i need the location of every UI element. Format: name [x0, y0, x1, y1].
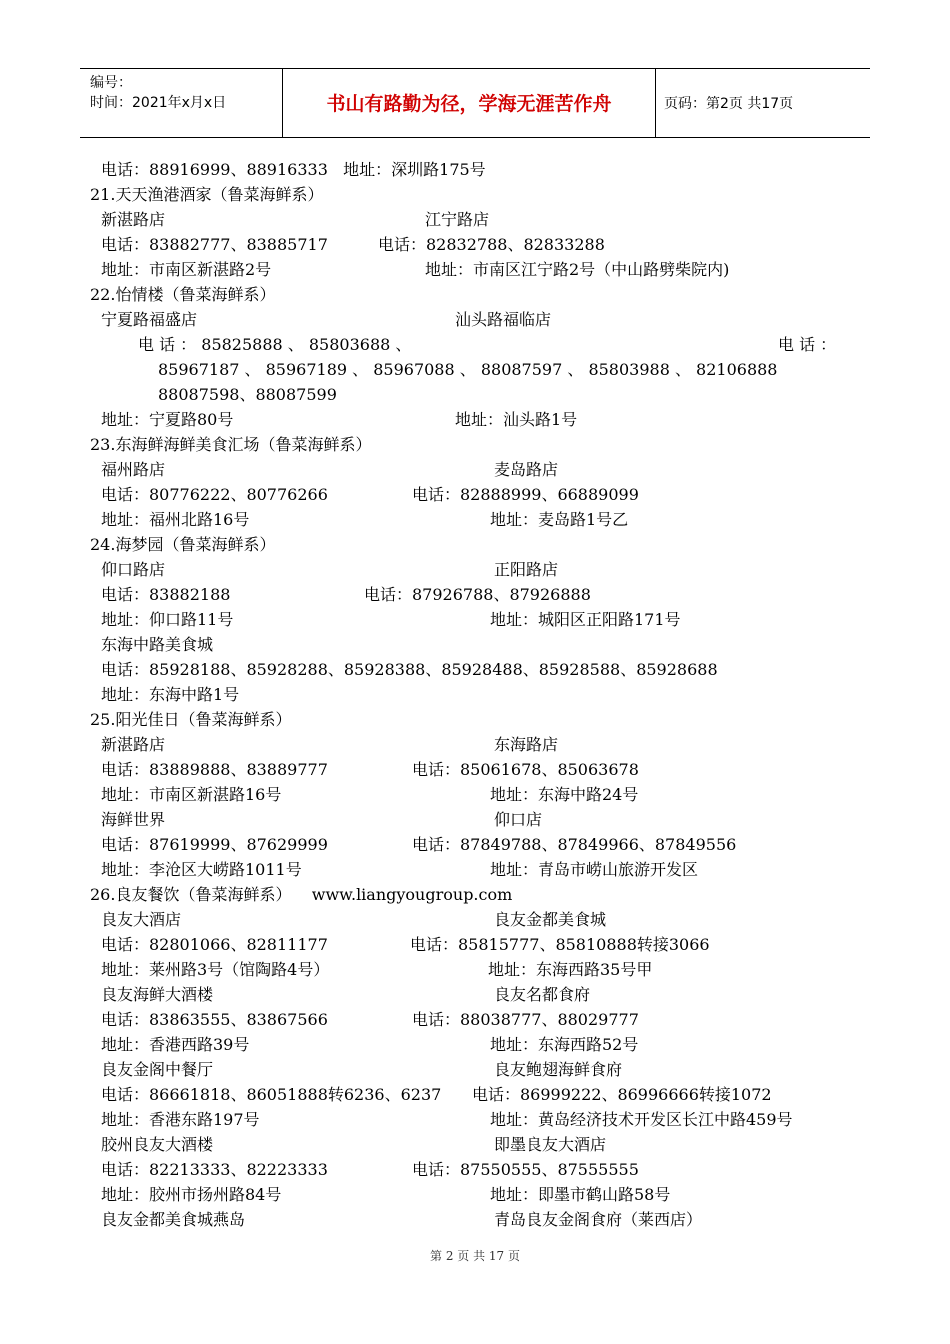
text-line: 22.怡情楼（鲁菜海鲜系）: [90, 285, 276, 304]
text-line: 福州路店: [101, 460, 166, 479]
text-line: 电话：86999222、86996666转接1072: [472, 1085, 772, 1104]
text-line: 海鲜世界: [101, 810, 166, 829]
text-line: 良友金阁中餐厅: [101, 1060, 214, 1079]
text-line: 江宁路店: [425, 210, 490, 229]
text-line: 25.阳光佳日（鲁菜海鲜系）: [90, 710, 292, 729]
text-line: 地址：香港西路39号: [101, 1035, 250, 1054]
text-line: 良友金都美食城: [494, 910, 607, 929]
text-line: 良友名都食府: [494, 985, 591, 1004]
text-line: 电 话 ： 85825888 、 85803688 、: [138, 335, 412, 354]
text-line: 汕头路福临店: [455, 310, 552, 329]
text-line: 电话：82832788、82833288: [378, 235, 605, 254]
text-line: 电话：87926788、87926888: [364, 585, 591, 604]
text-line: 电话：80776222、80776266: [101, 485, 328, 504]
text-line: 宁夏路福盛店: [101, 310, 198, 329]
text-line: 地址：福州北路16号: [101, 510, 250, 529]
text-line: 地址：青岛市崂山旅游开发区: [490, 860, 699, 879]
header-divider: [655, 69, 656, 137]
text-line: 地址：香港东路197号: [101, 1110, 260, 1129]
text-line: 地址：即墨市鹤山路58号: [490, 1185, 671, 1204]
text-line: 良友海鲜大酒楼: [101, 985, 214, 1004]
text-line: 正阳路店: [494, 560, 559, 579]
text-line: 地址：东海西路52号: [490, 1035, 639, 1054]
text-line: 电话：82801066、82811177: [101, 935, 328, 954]
text-line: 地址：麦岛路1号乙: [490, 510, 629, 529]
text-line: 电话：83889888、83889777: [101, 760, 328, 779]
text-line: 地址：东海西路35号甲: [488, 960, 653, 979]
text-line: 电话：83882188: [101, 585, 231, 604]
text-line: 地址：城阳区正阳路171号: [490, 610, 681, 629]
text-line: 24.海梦园（鲁菜海鲜系）: [90, 535, 276, 554]
serial-label: 编号：: [90, 75, 132, 91]
header-motto: 书山有路勤为径，学海无涯苦作舟: [326, 93, 612, 115]
page-indicator: 页码：第2页 共17页: [664, 96, 794, 112]
text-line: 仰口店: [494, 810, 543, 829]
text-line: 麦岛路店: [494, 460, 559, 479]
text-line: 地址：市南区新湛路16号: [101, 785, 282, 804]
text-line: 电话：87619999、87629999: [101, 835, 328, 854]
text-line: 电话：88916999、88916333 地址：深圳路175号: [101, 160, 486, 179]
text-line: 电话：85815777、85810888转接3066: [410, 935, 710, 954]
text-line: 地址：仰口路11号: [101, 610, 234, 629]
date-label: 时间：2021年x月x日: [90, 95, 227, 111]
text-line: 电话：87550555、87555555: [412, 1160, 639, 1179]
text-line: 地址：市南区江宁路2号（中山路劈柴院内): [425, 260, 730, 279]
text-line: 胶州良友大酒楼: [101, 1135, 214, 1154]
text-line: 电话：88038777、88029777: [412, 1010, 639, 1029]
text-line: 即墨良友大酒店: [494, 1135, 607, 1154]
text-line: 仰口路店: [101, 560, 166, 579]
text-line: 电话：82888999、66889099: [412, 485, 639, 504]
text-line: 地址：宁夏路80号: [101, 410, 234, 429]
text-line: 青岛良友金阁食府（莱西店）: [494, 1210, 703, 1229]
text-line: 东海路店: [494, 735, 559, 754]
text-line: 新湛路店: [101, 735, 166, 754]
text-line: 电话：83863555、83867566: [101, 1010, 328, 1029]
text-line: 电话：86661818、86051888转6236、6237: [101, 1085, 442, 1104]
text-line: 地址：市南区新湛路2号: [101, 260, 272, 279]
text-line: 地址：李沧区大崂路1011号: [101, 860, 302, 879]
text-line: 地址：胶州市扬州路84号: [101, 1185, 282, 1204]
text-line: 地址：东海中路1号: [101, 685, 240, 704]
text-line: 新湛路店: [101, 210, 166, 229]
text-line: 电 话 ：: [778, 335, 837, 354]
text-line: 电话：83882777、83885717: [101, 235, 328, 254]
text-line: 地址：莱州路3号（馆陶路4号）: [101, 960, 330, 979]
text-line: 21.天天渔港酒家（鲁菜海鲜系）: [90, 185, 324, 204]
header-meta: [90, 73, 226, 113]
text-line: 良友鲍翅海鲜食府: [494, 1060, 623, 1079]
text-line: 电话：87849788、87849966、87849556: [412, 835, 737, 854]
text-line: 良友金都美食城燕岛: [101, 1210, 246, 1229]
text-line: 地址：黄岛经济技术开发区长江中路459号: [490, 1110, 793, 1129]
text-line: 良友大酒店: [101, 910, 182, 929]
text-line: 85967187 、 85967189 、 85967088 、 88087597 、 85803988 、 82106888: [158, 360, 778, 379]
text-line: 26.良友餐饮（鲁菜海鲜系） www.liangyougroup.com: [90, 885, 513, 904]
text-line: 东海中路美食城: [101, 635, 214, 654]
page-header: [80, 68, 870, 138]
text-line: 电话：85928188、85928288、85928388、85928488、85928588、85928688: [101, 660, 718, 679]
text-line: 电话：85061678、85063678: [412, 760, 639, 779]
text-line: 23.东海鲜海鲜美食汇场（鲁菜海鲜系）: [90, 435, 372, 454]
text-line: 地址：汕头路1号: [455, 410, 578, 429]
text-line: 电话：82213333、82223333: [101, 1160, 328, 1179]
text-line: 88087598、88087599: [158, 385, 337, 404]
text-line: 地址：东海中路24号: [490, 785, 639, 804]
page-footer: 第 2 页 共 17 页: [430, 1249, 520, 1263]
